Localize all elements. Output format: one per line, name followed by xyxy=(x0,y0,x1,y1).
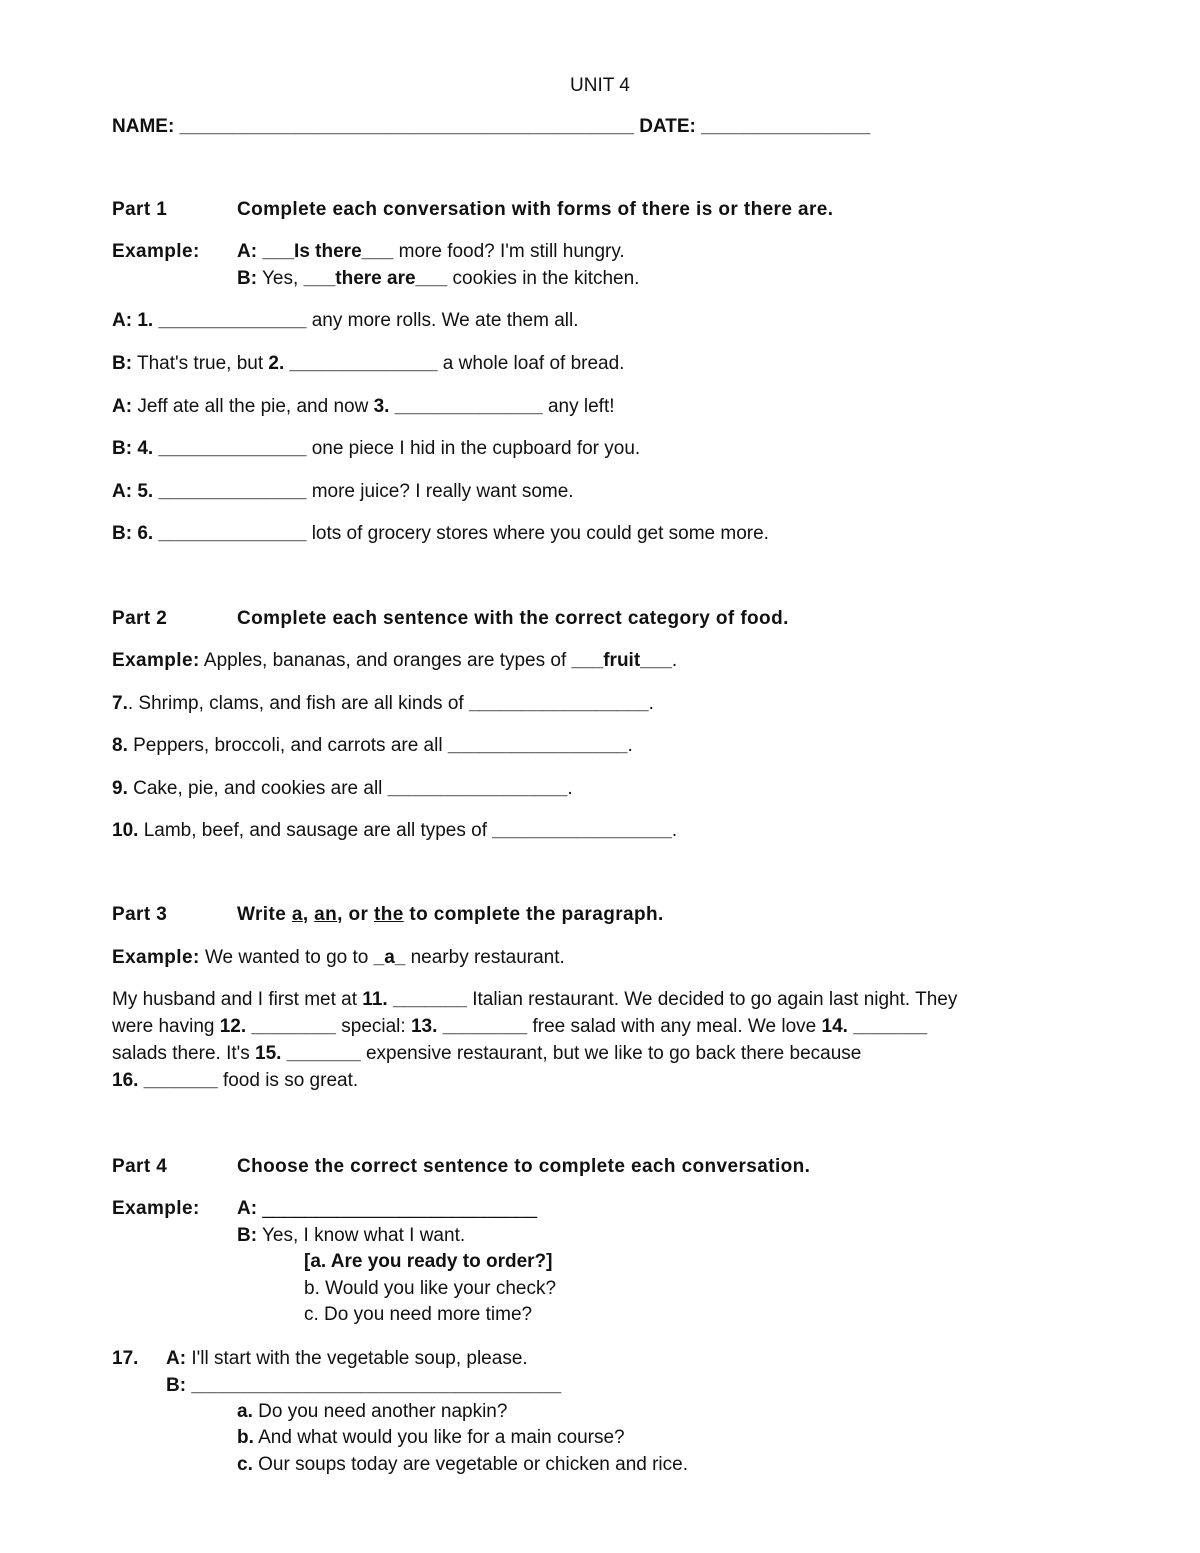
question-9 xyxy=(112,777,573,801)
question-number: 3. xyxy=(373,396,390,417)
question-number: 6. xyxy=(137,523,154,544)
question-number: 9. xyxy=(112,778,128,799)
question-number: 12. xyxy=(219,1016,247,1037)
question-text: any more rolls. We ate them all. xyxy=(306,310,579,331)
option-letter: a. xyxy=(237,1401,253,1422)
question-number: 8. xyxy=(112,735,128,756)
answer-blank[interactable]: ______________ xyxy=(153,310,307,331)
example-text: nearby restaurant. xyxy=(405,947,565,968)
answer-blank[interactable]: ______________ xyxy=(153,438,307,459)
part1-label: Part 1 xyxy=(112,199,168,220)
part4-example-b xyxy=(237,1224,465,1248)
example-text: . xyxy=(671,650,678,671)
part4-label: Part 4 xyxy=(112,1156,168,1177)
paragraph-text: were having xyxy=(112,1016,220,1037)
question-1 xyxy=(112,309,579,333)
speaker-label: B: xyxy=(166,1375,187,1396)
question-number: 17. xyxy=(112,1348,139,1369)
answer-blank[interactable]: _________________ xyxy=(492,820,672,841)
example-answer: ___fruit___ xyxy=(571,650,672,671)
name-field[interactable]: ___________________________________________ xyxy=(179,116,634,137)
question-number: 7. xyxy=(112,693,128,714)
part2-example xyxy=(112,649,677,673)
question-5 xyxy=(112,480,574,504)
question-text: . Shrimp, clams, and fish are all kinds of xyxy=(127,693,469,714)
question-text: one piece I hid in the cupboard for you. xyxy=(306,438,641,459)
answer-blank[interactable]: _______ xyxy=(387,989,467,1010)
question-number: 16. xyxy=(112,1070,139,1091)
example-label: Example: xyxy=(112,947,200,968)
example-answer: ___there are___ xyxy=(303,268,448,289)
date-label: DATE: xyxy=(639,116,696,137)
question-text: . xyxy=(671,820,678,841)
example-answer: ___Is there___ xyxy=(262,241,394,262)
part3-title xyxy=(237,903,664,927)
question-text: . xyxy=(567,778,573,799)
part1-heading xyxy=(112,198,834,222)
example-option-a: [a. Are you ready to order?] xyxy=(304,1251,553,1272)
question-text: That's true, but xyxy=(132,353,269,374)
question-text: Peppers, broccoli, and carrots are all xyxy=(127,735,448,756)
title-text: Write xyxy=(237,904,292,925)
question-7 xyxy=(112,692,654,716)
part4-title: Choose the correct sentence to complete each conversation. xyxy=(237,1156,811,1177)
paragraph-text: special: xyxy=(335,1016,411,1037)
speaker-label: A: xyxy=(237,1198,258,1219)
example-text: Yes, xyxy=(257,268,304,289)
option-text: And what would you like for a main course? xyxy=(253,1427,625,1448)
question-number: 11. xyxy=(362,989,388,1010)
name-date-line xyxy=(112,115,870,139)
part2-heading xyxy=(112,607,789,631)
part4-heading xyxy=(112,1155,811,1179)
option-the: the xyxy=(374,904,404,925)
answer-blank: __________________________ xyxy=(257,1198,538,1219)
paragraph-line-2 xyxy=(112,1015,927,1039)
example-text: cookies in the kitchen. xyxy=(447,268,640,289)
part1-title: Complete each conversation with forms of there is or there are. xyxy=(237,199,834,220)
question-number: 2. xyxy=(268,353,285,374)
part3-example xyxy=(112,946,565,970)
page-title: UNIT 4 xyxy=(570,75,630,96)
option-text: Do you need another napkin? xyxy=(252,1401,508,1422)
question-number: 14. xyxy=(821,1016,848,1037)
speaker-label: B: xyxy=(237,268,258,289)
question-number: 13. xyxy=(410,1016,438,1037)
option-text: Our soups today are vegetable or chicken and rice. xyxy=(252,1454,688,1475)
part3-label: Part 3 xyxy=(112,904,168,925)
question-3 xyxy=(112,395,615,419)
paragraph-line-1 xyxy=(112,988,957,1012)
speaker-label: A: xyxy=(112,310,133,331)
paragraph-text: salads there. It's xyxy=(112,1043,256,1064)
title-text: to complete the paragraph. xyxy=(403,904,664,925)
speaker-label: A: xyxy=(112,396,133,417)
answer-blank[interactable]: _________________ xyxy=(447,735,628,756)
answer-blank[interactable]: ______________ xyxy=(284,353,438,374)
question-17-b xyxy=(166,1374,561,1398)
question-8 xyxy=(112,734,633,758)
speaker-label: B: xyxy=(112,353,133,374)
paragraph-text: expensive restaurant, but we like to go back there because xyxy=(360,1043,862,1064)
question-number: 1. xyxy=(137,310,154,331)
paragraph-line-3 xyxy=(112,1042,861,1066)
example-option-b: b. Would you like your check? xyxy=(304,1278,557,1299)
question-text: Cake, pie, and cookies are all xyxy=(127,778,388,799)
answer-blank[interactable]: ______________ xyxy=(389,396,543,417)
name-label: NAME: xyxy=(112,116,175,137)
paragraph-text: Italian restaurant. We decided to go again last night. They xyxy=(466,989,958,1010)
part1-example-a xyxy=(112,240,625,264)
example-answer: _a_ xyxy=(373,947,406,968)
example-text: more food? I'm still hungry. xyxy=(393,241,625,262)
part2-title: Complete each sentence with the correct category of food. xyxy=(237,608,789,629)
question-text: . xyxy=(648,693,654,714)
paragraph-text: food is so great. xyxy=(217,1070,359,1091)
option-a: a xyxy=(291,904,303,925)
date-field[interactable]: ________________ xyxy=(701,116,871,137)
part1-example-b xyxy=(237,267,639,291)
example-option-c: c. Do you need more time? xyxy=(304,1304,533,1325)
example-label: Example: xyxy=(112,1198,200,1219)
question-6 xyxy=(112,522,769,546)
answer-blank[interactable]: ______________ xyxy=(153,481,307,502)
question-17-option-c[interactable] xyxy=(237,1453,688,1477)
speaker-label: A: xyxy=(237,241,258,262)
question-number: 4. xyxy=(137,438,154,459)
question-17-option-a[interactable] xyxy=(237,1400,507,1424)
example-label: Example: xyxy=(112,241,200,262)
answer-blank[interactable]: _________________ xyxy=(387,778,568,799)
answer-blank[interactable]: ___________________________________ xyxy=(186,1375,562,1396)
question-number: 10. xyxy=(112,820,139,841)
paragraph-text: free salad with any meal. We love xyxy=(527,1016,822,1037)
question-text: . xyxy=(627,735,633,756)
question-number: 5. xyxy=(137,481,154,502)
question-2 xyxy=(112,352,624,376)
question-text: a whole loaf of bread. xyxy=(437,353,625,374)
answer-blank[interactable]: _______ xyxy=(138,1070,218,1091)
question-17-a xyxy=(112,1347,528,1371)
answer-blank[interactable]: ________ xyxy=(437,1016,528,1037)
question-text: I'll start with the vegetable soup, please. xyxy=(186,1348,528,1369)
answer-blank[interactable]: ______________ xyxy=(153,523,307,544)
question-text: Lamb, beef, and sausage are all types of xyxy=(138,820,493,841)
option-letter: c. xyxy=(237,1454,253,1475)
part2-label: Part 2 xyxy=(112,608,168,629)
answer-blank[interactable]: _______ xyxy=(281,1043,361,1064)
option-letter: b. xyxy=(237,1427,254,1448)
question-number: 15. xyxy=(255,1043,282,1064)
answer-blank[interactable]: _______ xyxy=(847,1016,928,1037)
speaker-label: A: xyxy=(112,481,133,502)
title-text: , or xyxy=(337,904,374,925)
part3-heading xyxy=(112,903,664,927)
paragraph-text: My husband and I first met at xyxy=(112,989,363,1010)
example-text: We wanted to go to xyxy=(199,947,374,968)
option-an: an xyxy=(314,904,338,925)
speaker-label: B: xyxy=(112,438,133,459)
speaker-label: A: xyxy=(166,1348,187,1369)
title-text: , xyxy=(302,904,315,925)
speaker-label: B: xyxy=(112,523,133,544)
paragraph-line-4 xyxy=(112,1069,358,1093)
question-10 xyxy=(112,819,677,843)
question-text: lots of grocery stores where you could get some more. xyxy=(306,523,769,544)
example-text: Apples, bananas, and oranges are types of xyxy=(199,650,572,671)
example-text: Yes, I know what I want. xyxy=(257,1225,466,1246)
question-text: more juice? I really want some. xyxy=(306,481,574,502)
question-17-option-b[interactable] xyxy=(237,1426,625,1450)
speaker-label: B: xyxy=(237,1225,258,1246)
question-text: any left! xyxy=(542,396,615,417)
example-label: Example: xyxy=(112,650,200,671)
question-4 xyxy=(112,437,640,461)
answer-blank[interactable]: ________ xyxy=(246,1016,336,1037)
part4-example-a xyxy=(112,1197,538,1221)
question-text: Jeff ate all the pie, and now xyxy=(132,396,374,417)
answer-blank[interactable]: _________________ xyxy=(468,693,649,714)
